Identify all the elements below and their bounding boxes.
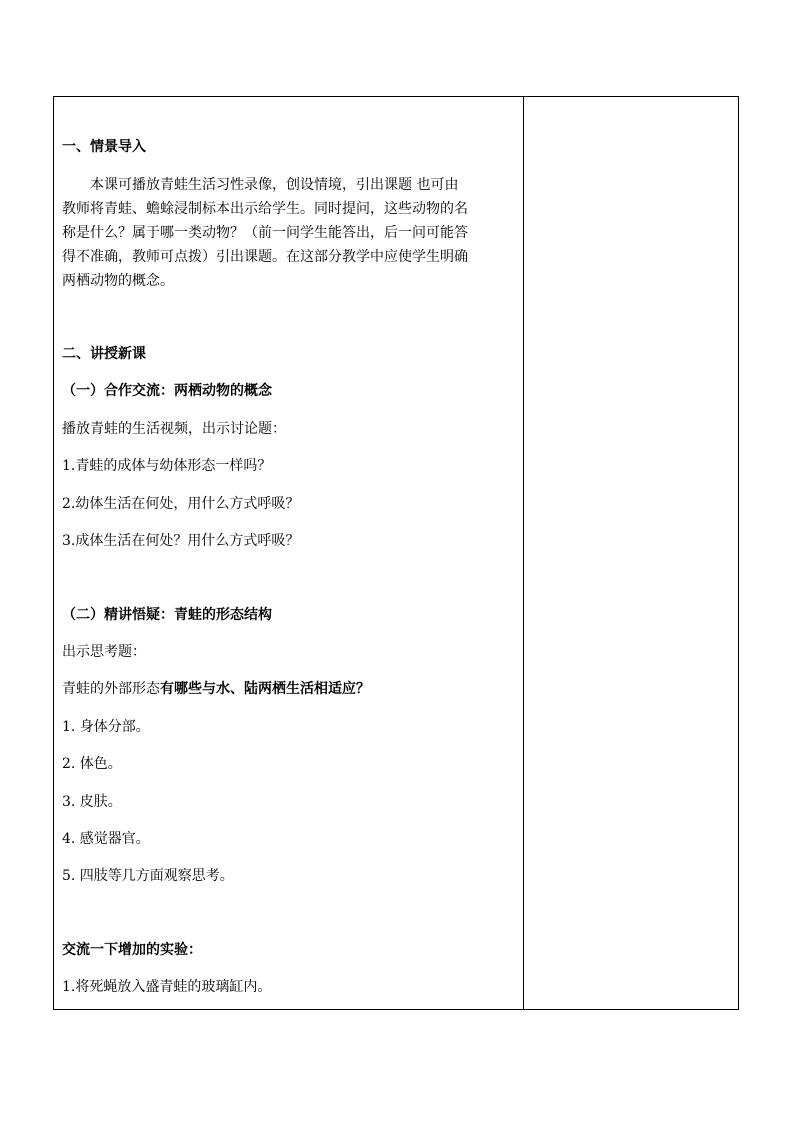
paragraph-line: 两栖动物的概念。 xyxy=(62,273,174,289)
observation-item-1: 1. 身体分部。 xyxy=(62,719,150,735)
observation-item-5: 5. 四肢等几方面观察思考。 xyxy=(62,868,234,884)
question-2: 2.幼体生活在何处，用什么方式呼吸？ xyxy=(62,496,300,512)
paragraph-line: 称是什么？属于哪一类动物？（前一问学生能答出，后一问可能答 xyxy=(62,225,468,241)
lesson-table xyxy=(53,96,739,1010)
subsection-1-heading: （一）合作交流：两栖动物的概念 xyxy=(62,383,272,399)
experiment-heading: 交流一下增加的实验： xyxy=(62,942,202,958)
question-1: 1.青蛙的成体与幼体形态一样吗？ xyxy=(62,458,272,474)
paragraph-line: 本课可播放青蛙生活习性录像，创设情境，引出课题 也可由 xyxy=(90,177,459,193)
observation-item-4: 4. 感觉器官。 xyxy=(62,831,150,847)
subsection-2-heading: （二）精讲悟疑：青蛙的形态结构 xyxy=(62,607,272,623)
question-3: 3.成体生活在何处？用什么方式呼吸？ xyxy=(62,533,300,549)
paragraph-line: 得不准确，教师可点拨）引出课题。在这部分教学中应使学生明确 xyxy=(62,249,468,265)
subsection-1-intro: 播放青蛙的生活视频，出示讨论题： xyxy=(62,421,286,437)
section-1-paragraph xyxy=(62,173,518,293)
experiment-step-1: 1.将死蝇放入盛青蛙的玻璃缸内。 xyxy=(62,979,272,995)
subsection-2-intro: 出示思考题： xyxy=(62,644,146,660)
notes-cell xyxy=(524,97,738,1009)
thinking-question-part2: 有哪些与水、陆两栖生活相适应？ xyxy=(160,681,370,697)
thinking-question-part1: 青蛙的外部形态 xyxy=(62,681,160,697)
observation-item-2: 2. 体色。 xyxy=(62,756,122,772)
section-1-heading: 一、情景导入 xyxy=(62,139,146,155)
paragraph-line: 教师将青蛙、蟾蜍浸制标本出示给学生。同时提问，这些动物的名 xyxy=(62,201,468,217)
observation-item-3: 3. 皮肤。 xyxy=(62,794,122,810)
lesson-content-cell xyxy=(54,97,523,1009)
section-2-heading: 二、讲授新课 xyxy=(62,346,146,362)
thinking-question xyxy=(62,679,370,699)
